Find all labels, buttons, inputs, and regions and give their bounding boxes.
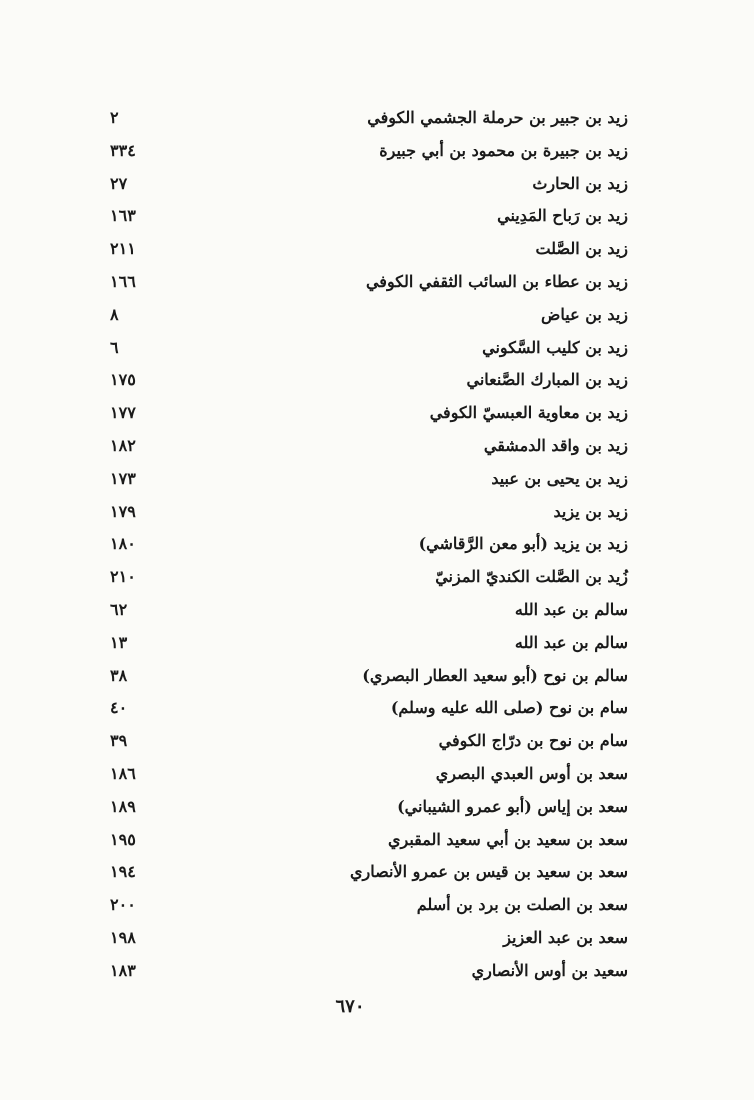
entry-page-number: ١٧٧ <box>110 403 136 423</box>
entry-name: سعد بن سعيد بن أبي سعيد المقبري <box>388 829 628 849</box>
index-entry <box>100 299 628 332</box>
entry-name: زيد بن يزيد <box>553 501 628 521</box>
entry-name: سام بن نوح بن درّاج الكوفي <box>438 731 628 751</box>
index-entry <box>100 135 628 168</box>
entry-page-number: ١٨٢ <box>110 435 136 455</box>
entry-name: زيد بن كليب السَّكوني <box>482 337 628 357</box>
entry-name: زيد بن رَباح المَدِيني <box>497 206 628 226</box>
entry-page-number: ١٨٣ <box>110 960 136 980</box>
index-entry <box>100 922 628 955</box>
index-entry <box>100 463 628 496</box>
index-entry <box>100 660 628 693</box>
index-entry <box>100 266 628 299</box>
index-entry <box>100 528 628 561</box>
entry-page-number: ١٨٠ <box>110 534 136 554</box>
entry-name: زيد بن جبير بن حرملة الجشمي الكوفي <box>367 108 628 127</box>
entry-page-number: ١٣ <box>110 632 128 652</box>
entry-page-number: ٣٣٤ <box>110 140 136 160</box>
index-entry <box>100 955 628 988</box>
entry-name: زيد بن واقد الدمشقي <box>483 435 628 455</box>
entry-page-number: ٢ <box>110 108 119 127</box>
entry-page-number: ٦٢ <box>110 599 128 619</box>
index-entry <box>100 758 628 791</box>
index-entry <box>100 692 628 725</box>
index-entry <box>100 561 628 594</box>
entry-name: سعيد بن أوس الأنصاري <box>471 960 628 980</box>
index-entry <box>100 200 628 233</box>
entry-page-number: ٢١١ <box>110 239 136 259</box>
entry-name: زيد بن يزيد (أبو معن الرَّقاشي) <box>418 534 628 554</box>
entry-page-number: ١٨٦ <box>110 763 136 783</box>
index-entry <box>100 430 628 463</box>
index-entry <box>100 397 628 430</box>
entry-name: سالم بن عبد الله <box>514 599 628 619</box>
index-entry <box>100 332 628 365</box>
index-entry <box>100 233 628 266</box>
index-entry <box>100 791 628 824</box>
index-entry <box>100 627 628 660</box>
entry-page-number: ٦ <box>110 337 119 357</box>
index-entry <box>100 824 628 857</box>
entry-name: زيد بن عياض <box>541 304 628 324</box>
index-entry <box>100 856 628 889</box>
index-entry <box>100 496 628 529</box>
page-number: ٦٧٠ <box>335 996 365 1017</box>
entry-name: زيد بن الحارث <box>532 173 628 193</box>
entry-name: زيد بن عطاء بن السائب الثقفي الكوفي <box>365 271 628 291</box>
index-entry <box>100 594 628 627</box>
entry-name: سعد بن الصلت بن برد بن أسلم <box>416 895 628 915</box>
entry-page-number: ١٨٩ <box>110 796 136 816</box>
entry-page-number: ١٩٨ <box>110 927 136 947</box>
entry-page-number: ١٦٣ <box>110 206 136 226</box>
entry-page-number: ٢١٠ <box>110 567 136 587</box>
entry-page-number: ١٩٤ <box>110 862 136 882</box>
entry-name: زيد بن المبارك الصَّنعاني <box>466 370 628 390</box>
entry-name: زيد بن يحيى بن عبيد <box>491 468 628 488</box>
entry-name: سام بن نوح (صلى الله عليه وسلم) <box>390 698 628 718</box>
entry-name: سعد بن عبد العزيز <box>503 927 628 947</box>
entry-name: سعد بن سعيد بن قيس بن عمرو الأنصاري <box>349 862 628 882</box>
index-entry <box>100 725 628 758</box>
entry-name: زُيد بن الصَّلت الكنديّ المزنيّ <box>435 567 628 587</box>
entry-page-number: ٣٩ <box>110 731 128 751</box>
entry-page-number: ٨ <box>110 304 119 324</box>
entry-name: سعد بن أوس العبدي البصري <box>435 763 628 783</box>
entry-page-number: ٢٠٠ <box>110 895 136 915</box>
entry-page-number: ١٧٥ <box>110 370 136 390</box>
entry-page-number: ٣٨ <box>110 665 128 685</box>
entry-name: زيد بن الصَّلت <box>535 239 628 259</box>
entry-name: سعد بن إياس (أبو عمرو الشيباني) <box>397 796 628 816</box>
entry-name: سالم بن عبد الله <box>514 632 628 652</box>
entry-page-number: ١٦٦ <box>110 271 136 291</box>
index-entry <box>100 889 628 922</box>
index-entry-list <box>100 102 628 988</box>
entry-name: سالم بن نوح (أبو سعيد العطار البصري) <box>362 665 628 685</box>
index-entry <box>100 364 628 397</box>
entry-name: زيد بن معاوية العبسيّ الكوفي <box>429 403 628 423</box>
entry-page-number: ١٧٣ <box>110 468 136 488</box>
index-entry <box>100 102 628 135</box>
index-entry <box>100 168 628 201</box>
entry-name: زيد بن جبيرة بن محمود بن أبي جبيرة <box>379 140 628 160</box>
entry-page-number: ١٩٥ <box>110 829 136 849</box>
entry-page-number: ٤٠ <box>110 698 128 718</box>
entry-page-number: ١٧٩ <box>110 501 136 521</box>
entry-page-number: ٢٧ <box>110 173 128 193</box>
